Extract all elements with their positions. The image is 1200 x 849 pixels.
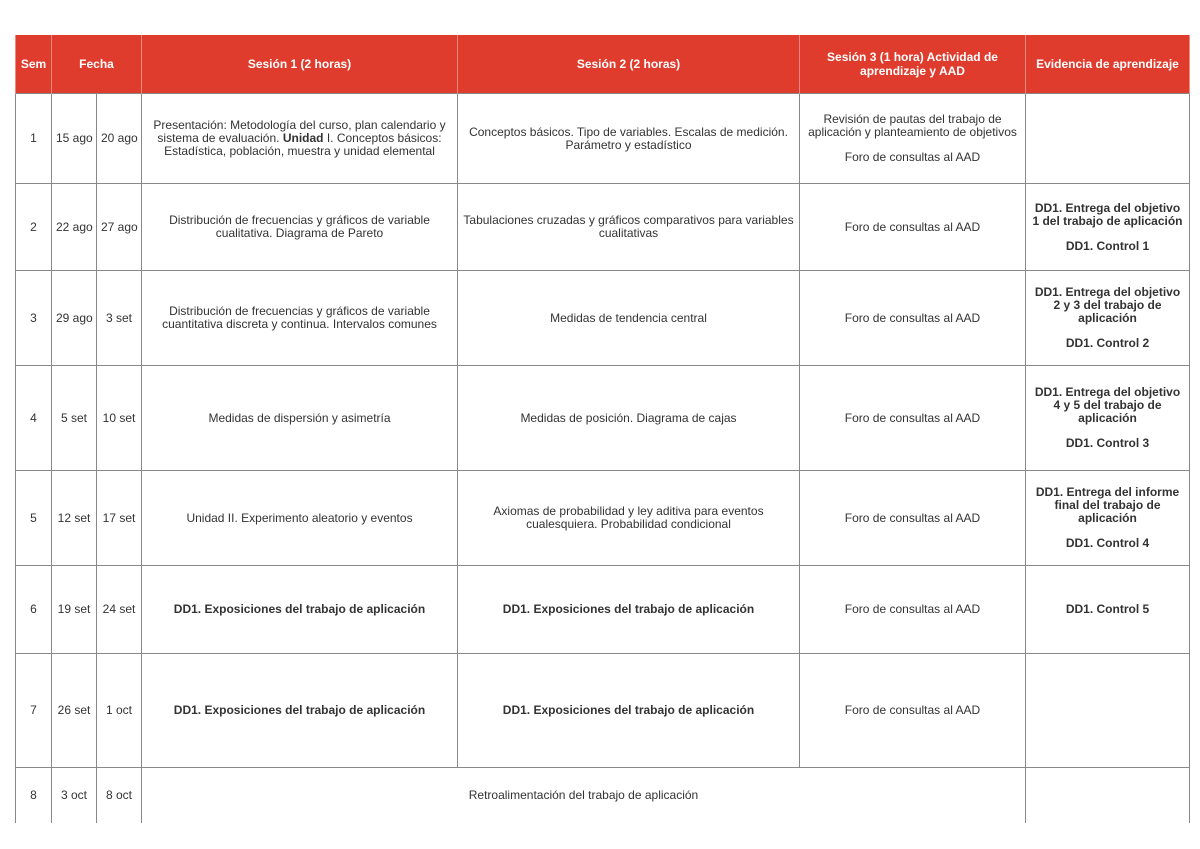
session-3-cell: Foro de consultas al AAD xyxy=(800,654,1026,768)
session-2-cell: Tabulaciones cruzadas y gráficos comparativos para variables cualitativas xyxy=(458,184,800,271)
start-date: 15 ago xyxy=(52,94,97,184)
session-1-text-a: Presentación: Metodología del curso, plan calendario y sistema de evaluación. xyxy=(153,118,446,145)
header-sem: Sem xyxy=(16,35,52,94)
week-number: 5 xyxy=(16,471,52,566)
session-3-cell: Foro de consultas al AAD xyxy=(800,471,1026,566)
evidence-cell xyxy=(1026,184,1190,271)
start-date: 26 set xyxy=(52,654,97,768)
session-3-cell: Foro de consultas al AAD xyxy=(800,184,1026,271)
evidence-cell xyxy=(1026,271,1190,366)
session-1-cell: Unidad II. Experimento aleatorio y eventos xyxy=(142,471,458,566)
week-number: 2 xyxy=(16,184,52,271)
table-row xyxy=(16,366,1190,471)
course-schedule-table xyxy=(15,35,1190,823)
header-row xyxy=(16,35,1190,94)
evidence-cell xyxy=(1026,94,1190,184)
header-session-1: Sesión 1 (2 horas) xyxy=(142,35,458,94)
session-3-cell xyxy=(800,94,1026,184)
session-2-cell: DD1. Exposiciones del trabajo de aplicación xyxy=(458,654,800,768)
start-date: 12 set xyxy=(52,471,97,566)
evidence-delivery: DD1. Entrega del informe final del trabajo de aplicación xyxy=(1035,485,1180,525)
table-row xyxy=(16,654,1190,768)
week-number: 1 xyxy=(16,94,52,184)
session-1-cell xyxy=(142,94,458,184)
session-1-cell: DD1. Exposiciones del trabajo de aplicación xyxy=(142,654,458,768)
end-date: 3 set xyxy=(97,271,142,366)
start-date: 19 set xyxy=(52,566,97,654)
end-date: 24 set xyxy=(97,566,142,654)
session-1-text-c: I. Conceptos básicos: Estadística, población, muestra y unidad elemental xyxy=(164,131,442,158)
session-2-cell: Axiomas de probabilidad y ley aditiva para eventos cualesquiera. Probabilidad condicional xyxy=(458,471,800,566)
session-1-cell: DD1. Exposiciones del trabajo de aplicación xyxy=(142,566,458,654)
evidence-cell: DD1. Control 5 xyxy=(1026,566,1190,654)
session-3-cell: Foro de consultas al AAD xyxy=(800,566,1026,654)
session-3-cell: Foro de consultas al AAD xyxy=(800,271,1026,366)
end-date: 10 set xyxy=(97,366,142,471)
header-session-3: Sesión 3 (1 hora) Actividad de aprendizaje y AAD xyxy=(800,35,1026,94)
session-3-text-b: Foro de consultas al AAD xyxy=(844,150,981,164)
end-date: 8 oct xyxy=(97,768,142,823)
evidence-delivery: DD1. Entrega del objetivo 2 y 3 del trabajo de aplicación xyxy=(1034,285,1181,325)
evidence-cell xyxy=(1026,471,1190,566)
week-number: 7 xyxy=(16,654,52,768)
week-number: 8 xyxy=(16,768,52,823)
table-row xyxy=(16,94,1190,184)
session-2-cell: Medidas de posición. Diagrama de cajas xyxy=(458,366,800,471)
end-date: 1 oct xyxy=(97,654,142,768)
evidence-control: DD1. Control 3 xyxy=(1065,436,1150,450)
session-3-cell: Foro de consultas al AAD xyxy=(800,366,1026,471)
session-3-text-a: Revisión de pautas del trabajo de aplicación y planteamiento de objetivos xyxy=(808,112,1017,139)
session-2-cell: Conceptos básicos. Tipo de variables. Escalas de medición. Parámetro y estadístico xyxy=(458,94,800,184)
table-row xyxy=(16,566,1190,654)
session-1-unit-label: Unidad xyxy=(282,131,324,145)
table-row xyxy=(16,271,1190,366)
start-date: 22 ago xyxy=(52,184,97,271)
start-date: 29 ago xyxy=(52,271,97,366)
session-1-cell: Medidas de dispersión y asimetría xyxy=(142,366,458,471)
evidence-cell xyxy=(1026,366,1190,471)
header-evidence: Evidencia de aprendizaje xyxy=(1026,35,1190,94)
session-1-cell: Distribución de frecuencias y gráficos de variable cualitativa. Diagrama de Pareto xyxy=(142,184,458,271)
end-date: 27 ago xyxy=(97,184,142,271)
evidence-control: DD1. Control 1 xyxy=(1065,238,1150,253)
start-date: 5 set xyxy=(52,366,97,471)
evidence-cell xyxy=(1026,654,1190,768)
week-number: 4 xyxy=(16,366,52,471)
table-row xyxy=(16,768,1190,823)
evidence-cell xyxy=(1026,768,1190,823)
session-1-cell: Distribución de frecuencias y gráficos de variable cuantitativa discreta y continua. Intervalos comunes xyxy=(142,271,458,366)
week-number: 6 xyxy=(16,566,52,654)
merged-session-cell: Retroalimentación del trabajo de aplicación xyxy=(142,768,1026,823)
end-date: 17 set xyxy=(97,471,142,566)
week-number: 3 xyxy=(16,271,52,366)
header-session-2: Sesión 2 (2 horas) xyxy=(458,35,800,94)
header-fecha: Fecha xyxy=(52,35,142,94)
evidence-delivery: DD1. Entrega del objetivo 1 del trabajo de aplicación xyxy=(1032,200,1183,228)
session-2-cell: DD1. Exposiciones del trabajo de aplicación xyxy=(458,566,800,654)
end-date: 20 ago xyxy=(97,94,142,184)
table-row xyxy=(16,184,1190,271)
start-date: 3 oct xyxy=(52,768,97,823)
evidence-control: DD1. Control 4 xyxy=(1065,536,1150,550)
session-2-cell: Medidas de tendencia central xyxy=(458,271,800,366)
table-row xyxy=(16,471,1190,566)
evidence-delivery: DD1. Entrega del objetivo 4 y 5 del trabajo de aplicación xyxy=(1034,385,1181,425)
evidence-control: DD1. Control 2 xyxy=(1065,336,1150,350)
